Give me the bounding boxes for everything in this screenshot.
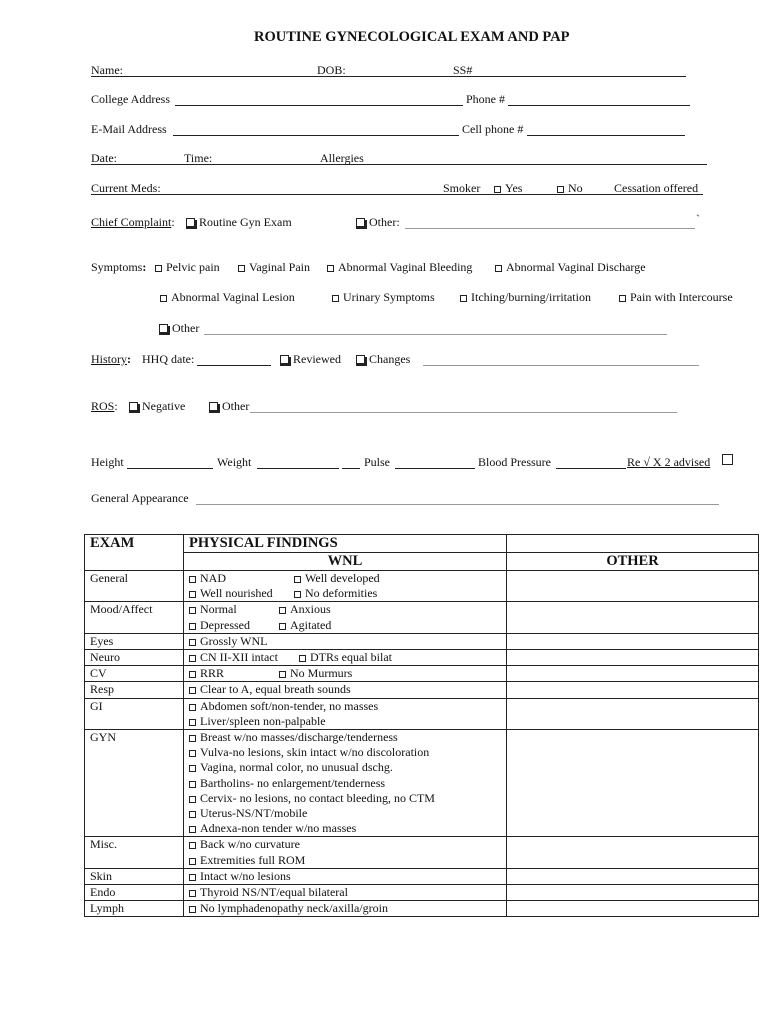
- exam-cell: [85, 602, 184, 633]
- findings-line: [189, 650, 501, 665]
- findings-line: [189, 745, 501, 760]
- checkbox-icon[interactable]: [279, 671, 286, 678]
- other-cell[interactable]: [507, 868, 759, 884]
- history-label-group: [91, 352, 131, 366]
- exam-label: CV: [90, 666, 107, 681]
- other-cell[interactable]: [507, 885, 759, 901]
- smoker-no-option[interactable]: No: [557, 181, 583, 195]
- hhq-date-line[interactable]: [197, 365, 271, 366]
- history-changes-line[interactable]: [423, 365, 699, 366]
- date-allergies-line[interactable]: [91, 164, 707, 165]
- finding-option[interactable]: [189, 901, 388, 916]
- finding-label: Breast w/no masses/discharge/tenderness: [200, 730, 398, 745]
- finding-label: Clear to A, equal breath sounds: [200, 682, 351, 697]
- finding-label: Uterus-NS/NT/mobile: [200, 806, 308, 821]
- other-cell[interactable]: [507, 633, 759, 649]
- dob-label: DOB:: [317, 63, 346, 77]
- current-meds-label: Current Meds:: [91, 181, 161, 195]
- negative-checkbox-icon[interactable]: [129, 402, 138, 411]
- finding-option[interactable]: [189, 791, 435, 806]
- changes-checkbox-icon[interactable]: [356, 355, 365, 364]
- finding-option[interactable]: [189, 618, 279, 633]
- exam-header: EXAM: [90, 535, 135, 551]
- history-label: History: [91, 352, 127, 366]
- exam-cell: [85, 868, 184, 884]
- chief-complaint: [91, 215, 175, 229]
- checkbox-icon[interactable]: [495, 265, 502, 272]
- findings-line: [189, 901, 501, 916]
- other-header-cell: [507, 553, 759, 571]
- finding-option[interactable]: [279, 666, 352, 681]
- college-address-line[interactable]: [175, 105, 463, 106]
- phone-label: Phone #: [466, 92, 505, 106]
- finding-label: Abdomen soft/non-tender, no masses: [200, 698, 379, 713]
- other-cell[interactable]: [507, 666, 759, 682]
- checkbox-icon[interactable]: [294, 576, 301, 583]
- ros-colon: :: [114, 399, 118, 413]
- exam-label: General: [90, 571, 128, 585]
- finding-option[interactable]: [189, 650, 299, 665]
- smoker-yes-option[interactable]: Yes: [494, 181, 522, 195]
- finding-label: Adnexa-non tender w/no masses: [200, 821, 357, 836]
- finding-label: Well nourished: [200, 586, 273, 601]
- exam-label: Skin: [90, 868, 113, 883]
- history-reviewed-option[interactable]: Reviewed: [280, 352, 341, 366]
- checkbox-icon[interactable]: [189, 623, 196, 630]
- exam-cell: [85, 730, 184, 837]
- findings-cell: [184, 682, 507, 698]
- findings-line: [189, 760, 501, 775]
- ros-label-group: [91, 399, 118, 413]
- exam-cell: [85, 698, 184, 729]
- symptoms-label: Symptoms: [91, 260, 143, 274]
- finding-label: Well developed: [305, 571, 380, 585]
- name-line[interactable]: [91, 76, 686, 77]
- finding-label: DTRs equal bilat: [310, 650, 392, 665]
- checkbox-icon[interactable]: [279, 623, 286, 630]
- checkbox-icon[interactable]: [189, 735, 196, 742]
- findings-line: [189, 730, 501, 745]
- ros-negative-option[interactable]: Negative: [129, 399, 185, 413]
- ros-other-line[interactable]: [250, 412, 677, 413]
- finding-label: Intact w/no lesions: [200, 868, 291, 883]
- re-advised-label: Re √ X 2 advised: [627, 455, 711, 469]
- finding-option[interactable]: [189, 634, 267, 649]
- finding-option[interactable]: [189, 602, 279, 617]
- table-row: [85, 837, 759, 868]
- exam-cell: [85, 633, 184, 649]
- finding-label: Depressed: [200, 617, 250, 632]
- symptom-pain-intercourse[interactable]: Pain with Intercourse: [619, 290, 733, 304]
- other-header: OTHER: [606, 553, 659, 569]
- finding-label: RRR: [200, 666, 225, 681]
- exam-table-body: [85, 571, 759, 917]
- findings-cell: [184, 730, 507, 837]
- finding-option[interactable]: [189, 760, 393, 775]
- chief-other-option[interactable]: Other:: [356, 215, 400, 229]
- phone-line[interactable]: [508, 105, 690, 106]
- checkbox-icon[interactable]: [155, 265, 162, 272]
- symptom-abnormal-bleeding[interactable]: Abnormal Vaginal Bleeding: [327, 260, 472, 274]
- physical-findings-header: PHYSICAL FINDINGS: [189, 535, 338, 551]
- weight-label: Weight: [217, 455, 252, 469]
- checkbox-icon[interactable]: [189, 874, 196, 881]
- finding-label: Grossly WNL: [200, 633, 268, 648]
- symptom-pelvic-pain[interactable]: Pelvic pain: [155, 260, 220, 274]
- symptoms-label-group: [91, 260, 146, 274]
- re-advised-checkbox[interactable]: [722, 453, 736, 467]
- form-title: ROUTINE GYNECOLOGICAL EXAM AND PAP: [254, 29, 570, 45]
- re-advised-checkbox-icon[interactable]: [722, 454, 733, 465]
- checkbox-icon[interactable]: [299, 655, 306, 662]
- stray-mark: `: [696, 212, 700, 226]
- reviewed-checkbox-icon[interactable]: [280, 355, 289, 364]
- history-colon: :: [127, 352, 131, 366]
- symptom-other-line[interactable]: [204, 334, 667, 335]
- finding-label: No lymphadenopathy neck/axilla/groin: [200, 901, 388, 916]
- symptom-urinary[interactable]: Urinary Symptoms: [332, 290, 435, 304]
- findings-cell: [184, 650, 507, 666]
- findings-line: [189, 682, 501, 697]
- exam-table: [84, 534, 759, 917]
- exam-label: Neuro: [90, 650, 120, 665]
- finding-option[interactable]: [294, 586, 377, 601]
- other-cell[interactable]: [507, 730, 759, 837]
- checkbox-icon[interactable]: [189, 858, 196, 865]
- findings-cell: [184, 571, 507, 602]
- other-cell[interactable]: [507, 650, 759, 666]
- finding-label: Anxious: [290, 602, 331, 617]
- other-cell[interactable]: [507, 602, 759, 633]
- findings-line: [189, 602, 501, 617]
- findings-cell: [184, 885, 507, 901]
- other-cell[interactable]: [507, 837, 759, 868]
- routine-gyn-option[interactable]: Routine Gyn Exam: [186, 215, 292, 229]
- finding-label: Vulva-no lesions, skin intact w/no discoloration: [200, 745, 430, 760]
- history-changes-option[interactable]: Changes: [356, 352, 410, 366]
- finding-label: Bartholins- no enlargement/tenderness: [200, 775, 386, 790]
- time-label: Time:: [184, 151, 213, 165]
- checkbox-icon[interactable]: [189, 576, 196, 583]
- ros-other-option[interactable]: Other: [209, 399, 249, 413]
- checkbox-icon[interactable]: [460, 295, 467, 302]
- table-subheader-row: [85, 553, 759, 571]
- pulse-label: Pulse: [364, 455, 391, 469]
- cessation-label: Cessation offered: [614, 181, 699, 195]
- symptom-other[interactable]: Other: [159, 321, 199, 335]
- findings-cell: [184, 868, 507, 884]
- checkbox-icon[interactable]: [327, 265, 334, 272]
- exam-cell: [85, 837, 184, 868]
- table-row: [85, 633, 759, 649]
- other-cell[interactable]: [507, 901, 759, 917]
- finding-option[interactable]: [279, 618, 331, 633]
- finding-option[interactable]: [189, 776, 385, 791]
- finding-option[interactable]: [189, 885, 348, 900]
- findings-line: [189, 699, 501, 714]
- checkbox-icon[interactable]: [189, 719, 196, 726]
- exam-cell: [85, 682, 184, 698]
- findings-line: [189, 869, 501, 884]
- table-row: [85, 698, 759, 729]
- email-line[interactable]: [173, 135, 459, 136]
- findings-line: [189, 853, 501, 868]
- other-cell[interactable]: [507, 571, 759, 602]
- symptom-other-checkbox-icon[interactable]: [159, 324, 168, 333]
- yes-checkbox-icon[interactable]: [494, 186, 501, 193]
- finding-option[interactable]: [189, 853, 305, 868]
- finding-label: Liver/spleen non-palpable: [200, 713, 326, 728]
- finding-label: Agitated: [290, 617, 332, 632]
- other-cell[interactable]: [507, 698, 759, 729]
- exam-header-cell: [85, 535, 184, 571]
- general-appearance-label: General Appearance: [91, 491, 189, 505]
- general-appearance-line[interactable]: [196, 504, 719, 505]
- findings-line: [189, 666, 501, 681]
- exam-cell: [85, 885, 184, 901]
- findings-line: [189, 837, 501, 852]
- college-address-label: College Address: [91, 92, 170, 106]
- allergies-label: Allergies: [320, 151, 364, 165]
- checkbox-icon[interactable]: [189, 906, 196, 913]
- finding-option[interactable]: [189, 571, 294, 586]
- exam-cell: [85, 571, 184, 602]
- symptom-itching[interactable]: Itching/burning/irritation: [460, 290, 591, 304]
- hhq-date-label: HHQ date:: [142, 352, 195, 366]
- pulse-line[interactable]: [395, 468, 475, 469]
- exam-label: Resp: [90, 682, 114, 697]
- weight-unit-line[interactable]: [342, 468, 360, 469]
- checkbox-icon[interactable]: [189, 842, 196, 849]
- table-row: [85, 885, 759, 901]
- checkbox-icon[interactable]: [332, 295, 339, 302]
- finding-label: No deformities: [305, 586, 378, 601]
- table-row: [85, 666, 759, 682]
- finding-label: Normal: [200, 602, 237, 617]
- no-checkbox-icon[interactable]: [557, 186, 564, 193]
- chief-complaint-label: Chief Complaint: [91, 215, 172, 229]
- height-label: Height: [91, 455, 124, 469]
- cell-line[interactable]: [527, 135, 685, 136]
- bp-label: Blood Pressure: [478, 455, 551, 469]
- finding-label: CN II-XII intact: [200, 650, 278, 665]
- table-row: [85, 650, 759, 666]
- checkbox-icon[interactable]: [189, 811, 196, 818]
- table-header-row: [85, 535, 759, 553]
- exam-label: Endo: [90, 885, 116, 900]
- exam-cell: [85, 666, 184, 682]
- exam-label: Lymph: [90, 901, 125, 916]
- checkbox-icon[interactable]: [189, 671, 196, 678]
- current-meds-line[interactable]: [91, 194, 703, 195]
- table-row: [85, 682, 759, 698]
- checkbox-icon[interactable]: [189, 655, 196, 662]
- ss-label: SS#: [453, 63, 473, 77]
- finding-option[interactable]: [189, 682, 351, 697]
- name-label: Name:: [91, 63, 123, 77]
- finding-option[interactable]: [189, 586, 294, 601]
- checkbox-icon[interactable]: [189, 607, 196, 614]
- finding-option[interactable]: [189, 666, 279, 681]
- checkbox-icon[interactable]: [619, 295, 626, 302]
- finding-option[interactable]: [189, 714, 326, 729]
- checkbox-icon[interactable]: [189, 765, 196, 772]
- finding-label: No Murmurs: [290, 666, 353, 681]
- findings-line: [189, 791, 501, 806]
- findings-line: [189, 776, 501, 791]
- findings-line: [189, 618, 501, 633]
- finding-option[interactable]: [189, 699, 378, 714]
- checkbox-icon[interactable]: [189, 591, 196, 598]
- checkbox-icon[interactable]: [189, 826, 196, 833]
- exam-label: Eyes: [90, 633, 114, 648]
- chief-other-checkbox-icon[interactable]: [356, 218, 365, 227]
- findings-line: [189, 571, 501, 586]
- finding-option[interactable]: [189, 821, 356, 836]
- checkbox-icon[interactable]: [189, 687, 196, 694]
- finding-option[interactable]: [189, 869, 291, 884]
- exam-label: GI: [90, 698, 103, 713]
- finding-option[interactable]: [299, 650, 392, 665]
- findings-cell: [184, 602, 507, 633]
- checkbox-icon[interactable]: [160, 295, 167, 302]
- checkbox-icon[interactable]: [294, 591, 301, 598]
- exam-cell: [85, 901, 184, 917]
- finding-option[interactable]: [294, 571, 380, 586]
- checkbox-icon[interactable]: [189, 704, 196, 711]
- table-row: [85, 602, 759, 633]
- wnl-header: WNL: [327, 553, 363, 569]
- checkbox-icon[interactable]: [189, 781, 196, 788]
- finding-label: NAD: [200, 571, 226, 585]
- finding-label: Cervix- no lesions, no contact bleeding, no CTM: [200, 790, 435, 805]
- checkbox-icon[interactable]: [189, 890, 196, 897]
- findings-cell: [184, 837, 507, 868]
- findings-line: [189, 714, 501, 729]
- checkbox-icon[interactable]: [279, 607, 286, 614]
- finding-option[interactable]: [189, 806, 307, 821]
- findings-line: [189, 634, 501, 649]
- finding-option[interactable]: [279, 602, 331, 617]
- finding-option[interactable]: [189, 745, 429, 760]
- other-header-top-cell: [507, 535, 759, 553]
- symptom-vaginal-pain[interactable]: Vaginal Pain: [238, 260, 310, 274]
- checkbox-icon[interactable]: [189, 639, 196, 646]
- date-label: Date:: [91, 151, 117, 165]
- table-row: [85, 730, 759, 837]
- finding-option[interactable]: [189, 730, 398, 745]
- chief-complaint-colon: :: [171, 215, 175, 229]
- smoker-label: Smoker: [443, 181, 481, 195]
- exam-label: Mood/Affect: [90, 602, 153, 617]
- findings-line: [189, 885, 501, 900]
- table-row: [85, 901, 759, 917]
- symptom-abnormal-lesion[interactable]: Abnormal Vaginal Lesion: [160, 290, 295, 304]
- wnl-header-cell: [184, 553, 507, 571]
- chief-other-line[interactable]: [405, 228, 695, 229]
- findings-cell: [184, 901, 507, 917]
- findings-cell: [184, 633, 507, 649]
- exam-label: GYN: [90, 730, 116, 745]
- symptom-abnormal-discharge[interactable]: Abnormal Vaginal Discharge: [495, 260, 646, 274]
- finding-option[interactable]: [189, 837, 300, 852]
- ros-other-checkbox-icon[interactable]: [209, 402, 218, 411]
- weight-line[interactable]: [257, 468, 339, 469]
- table-row: [85, 571, 759, 602]
- findings-cell: [184, 666, 507, 682]
- physical-findings-header-cell: [184, 535, 507, 553]
- findings-line: [189, 821, 501, 836]
- exam-cell: [85, 650, 184, 666]
- exam-label: Misc.: [90, 837, 117, 852]
- finding-label: Extremities full ROM: [200, 852, 306, 867]
- findings-line: [189, 586, 501, 601]
- ros-label: ROS: [91, 399, 115, 413]
- checkbox-icon[interactable]: [238, 265, 245, 272]
- finding-label: Back w/no curvature: [200, 837, 300, 852]
- other-cell[interactable]: [507, 682, 759, 698]
- routine-gyn-checkbox-icon[interactable]: [186, 218, 195, 227]
- checkbox-icon[interactable]: [189, 796, 196, 803]
- finding-label: Thyroid NS/NT/equal bilateral: [200, 885, 348, 900]
- findings-line: [189, 806, 501, 821]
- bp-line[interactable]: [556, 468, 626, 469]
- height-line[interactable]: [127, 468, 213, 469]
- symptoms-colon: :: [142, 260, 147, 274]
- table-row: [85, 868, 759, 884]
- checkbox-icon[interactable]: [189, 750, 196, 757]
- findings-cell: [184, 698, 507, 729]
- finding-label: Vagina, normal color, no unusual dschg.: [200, 760, 393, 775]
- cell-label: Cell phone #: [462, 122, 524, 136]
- email-label: E-Mail Address: [91, 122, 167, 136]
